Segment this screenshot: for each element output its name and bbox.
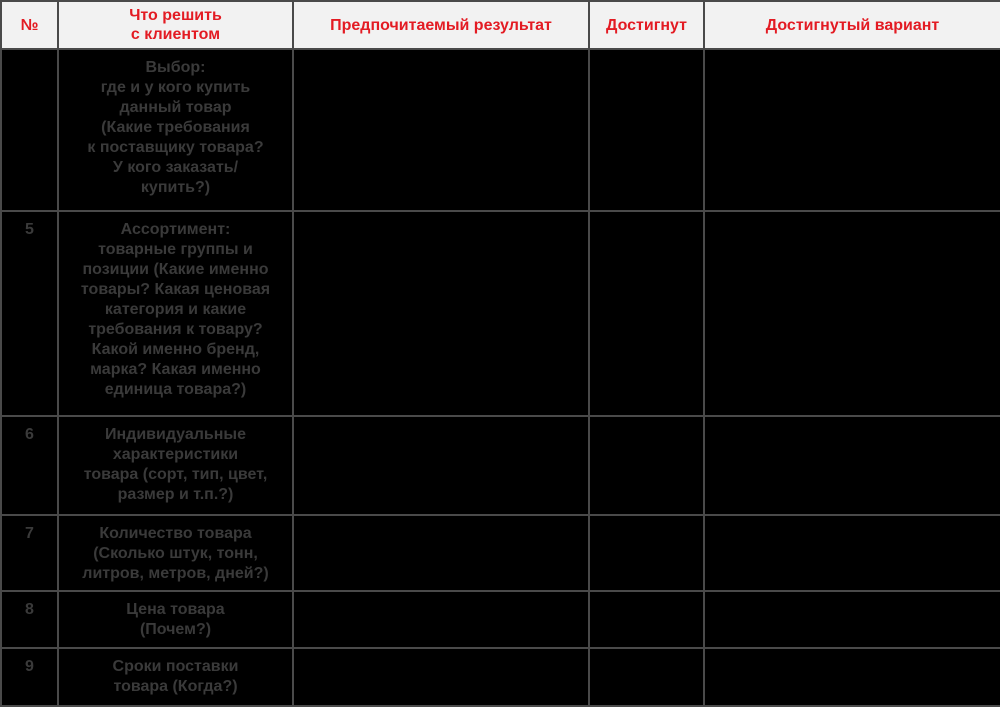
row-topic: Ассортимент: товарные группы и позиции (Какие именно товары? Какая ценовая категория и какие требования к товару? Какой именно бренд, марка? Какая именно единица товара?): [58, 211, 293, 416]
achieved-variant-cell[interactable]: [704, 49, 1000, 211]
table-row: [1, 49, 1000, 211]
achieved-cell[interactable]: [589, 49, 704, 211]
row-topic: Выбор: где и у кого купить данный товар (Какие требования к поставщику товара? У кого заказать/ купить?): [58, 49, 293, 211]
row-number: 8: [1, 591, 58, 648]
table-header-row: [1, 1, 1000, 49]
achieved-cell[interactable]: [589, 416, 704, 515]
achieved-cell[interactable]: [589, 591, 704, 648]
preferred-result-cell[interactable]: [293, 515, 589, 591]
row-number: 6: [1, 416, 58, 515]
table-row: [1, 591, 1000, 648]
row-topic: Индивидуальные характеристики товара (сорт, тип, цвет, размер и т.п.?): [58, 416, 293, 515]
achieved-variant-cell[interactable]: [704, 591, 1000, 648]
preferred-result-cell[interactable]: [293, 591, 589, 648]
achieved-cell[interactable]: [589, 515, 704, 591]
column-header-achieved-variant: Достигнутый вариант: [704, 1, 1000, 49]
row-number: 7: [1, 515, 58, 591]
row-topic: Количество товара (Сколько штук, тонн, литров, метров, дней?): [58, 515, 293, 591]
row-topic: Сроки поставки товара (Когда?): [58, 648, 293, 706]
table-row: [1, 211, 1000, 416]
row-number: 5: [1, 211, 58, 416]
column-header-num: №: [1, 1, 58, 49]
preferred-result-cell[interactable]: [293, 648, 589, 706]
row-number: 9: [1, 648, 58, 706]
column-header-topic: Что решить с клиентом: [58, 1, 293, 49]
preferred-result-cell[interactable]: [293, 211, 589, 416]
column-header-preferred-result: Предпочитаемый результат: [293, 1, 589, 49]
achieved-variant-cell[interactable]: [704, 211, 1000, 416]
achieved-variant-cell[interactable]: [704, 416, 1000, 515]
table-row: [1, 416, 1000, 515]
column-header-achieved: Достигнут: [589, 1, 704, 49]
achieved-variant-cell[interactable]: [704, 515, 1000, 591]
row-topic: Цена товара (Почем?): [58, 591, 293, 648]
achieved-cell[interactable]: [589, 648, 704, 706]
table-row: [1, 515, 1000, 591]
row-number: [1, 49, 58, 211]
preferred-result-cell[interactable]: [293, 416, 589, 515]
achieved-cell[interactable]: [589, 211, 704, 416]
preferred-result-cell[interactable]: [293, 49, 589, 211]
table-row: [1, 648, 1000, 706]
achieved-variant-cell[interactable]: [704, 648, 1000, 706]
